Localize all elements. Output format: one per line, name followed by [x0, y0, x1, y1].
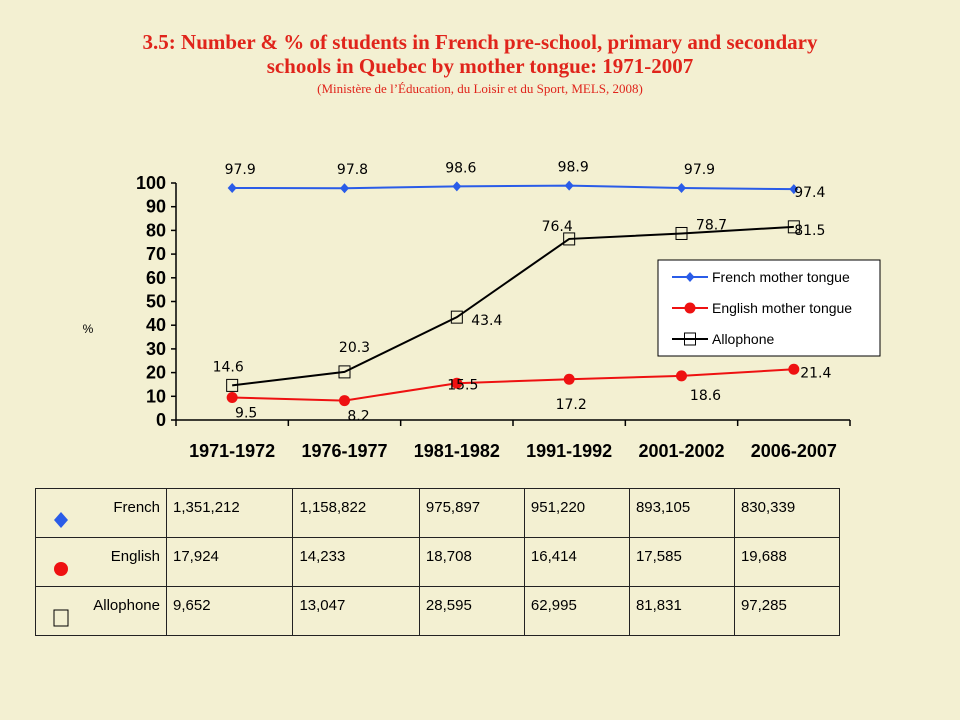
series-line-french [232, 186, 794, 190]
point-english [564, 374, 575, 385]
data-label-french: 97.4 [794, 185, 826, 202]
point-english [788, 364, 799, 375]
point-french [452, 181, 461, 191]
point-french [340, 183, 349, 193]
point-french [677, 183, 686, 193]
table-row [36, 587, 840, 636]
x-tick-label: 1976-1977 [301, 441, 388, 461]
table-cell: 1,351,212 [167, 489, 293, 538]
data-label-allophone: 78.7 [695, 217, 728, 234]
row-header [36, 587, 167, 636]
diamond-icon [52, 511, 70, 529]
legend-label-english: English mother tongue [712, 300, 853, 316]
chart-subtitle: (Ministère de l’Éducation, du Loisir et du Sport, MELS, 2008) [317, 81, 643, 96]
row-header [36, 489, 167, 538]
table-cell: 951,220 [524, 489, 629, 538]
table-cell: 28,595 [419, 587, 524, 636]
data-label-allophone: 20.3 [338, 339, 371, 356]
circle-icon [52, 560, 70, 578]
y-tick-label: 80 [145, 220, 166, 241]
x-tick-label: 2001-2002 [638, 441, 725, 461]
y-tick-label: 40 [145, 315, 166, 336]
y-tick-label: 20 [145, 362, 166, 383]
y-axis-label: % [82, 322, 94, 336]
data-label-allophone: 76.4 [541, 218, 573, 235]
table-cell: 13,047 [293, 587, 419, 636]
data-label-english: 17.2 [555, 397, 587, 414]
legend-label-allophone: Allophone [712, 331, 775, 347]
data-label-english: 18.6 [689, 387, 722, 404]
table-cell: 18,708 [419, 538, 524, 587]
x-tick-label: 1991-1992 [526, 441, 613, 461]
point-french [565, 181, 574, 191]
point-french [228, 183, 237, 193]
y-tick-label: 100 [135, 173, 166, 193]
y-tick-label: 50 [145, 291, 166, 312]
table-cell: 975,897 [419, 489, 524, 538]
data-label-french: 98.6 [445, 160, 477, 177]
x-tick-label: 1981-1982 [413, 441, 500, 461]
row-label: Allophone [93, 597, 160, 614]
x-tick-label: 1971-1972 [189, 441, 276, 461]
table-cell: 893,105 [629, 489, 734, 538]
data-label-french: 97.9 [683, 161, 716, 178]
y-tick-label: 0 [155, 410, 166, 430]
legend-marker-english [685, 303, 696, 314]
row-header [36, 538, 167, 587]
legend-label-french: French mother tongue [712, 269, 850, 285]
row-label: French [113, 499, 160, 516]
table-cell: 81,831 [629, 587, 734, 636]
y-tick-label: 30 [145, 338, 166, 359]
row-label: English [110, 548, 160, 565]
table-cell: 16,414 [524, 538, 629, 587]
table-cell: 19,688 [734, 538, 839, 587]
data-label-english: 8.2 [347, 408, 370, 425]
title-line-1: 3.5: Number & % of students in French pre-school, primary and secondary [142, 30, 818, 54]
square-icon [52, 609, 70, 627]
point-english [339, 395, 350, 406]
table-row [36, 489, 840, 538]
title-line-2: schools in Quebec by mother tongue: 1971-2007 [266, 54, 694, 78]
y-tick-label: 10 [145, 386, 166, 407]
table-cell: 62,995 [524, 587, 629, 636]
x-tick-label: 2006-2007 [750, 441, 837, 461]
y-tick-label: 90 [145, 196, 166, 217]
data-label-allophone: 14.6 [212, 359, 244, 376]
data-table [35, 488, 840, 636]
data-label-allophone: 81.5 [794, 222, 826, 239]
table-cell: 97,285 [734, 587, 839, 636]
y-tick-label: 60 [145, 267, 166, 288]
point-english [227, 392, 238, 403]
data-label-french: 97.8 [336, 162, 369, 179]
table-cell: 14,233 [293, 538, 419, 587]
table-cell: 830,339 [734, 489, 839, 538]
data-label-english: 21.4 [800, 365, 832, 382]
point-english [676, 370, 687, 381]
data-label-english: 9.5 [235, 405, 258, 422]
data-label-allophone: 43.4 [471, 313, 503, 330]
table-cell: 17,585 [629, 538, 734, 587]
data-label-french: 97.9 [224, 161, 256, 178]
table-row [36, 538, 840, 587]
table-cell: 9,652 [167, 587, 293, 636]
table-cell: 17,924 [167, 538, 293, 587]
table-cell: 1,158,822 [293, 489, 419, 538]
data-label-english: 15.5 [447, 377, 479, 394]
y-tick-label: 70 [145, 244, 166, 265]
data-label-french: 98.9 [557, 159, 589, 176]
